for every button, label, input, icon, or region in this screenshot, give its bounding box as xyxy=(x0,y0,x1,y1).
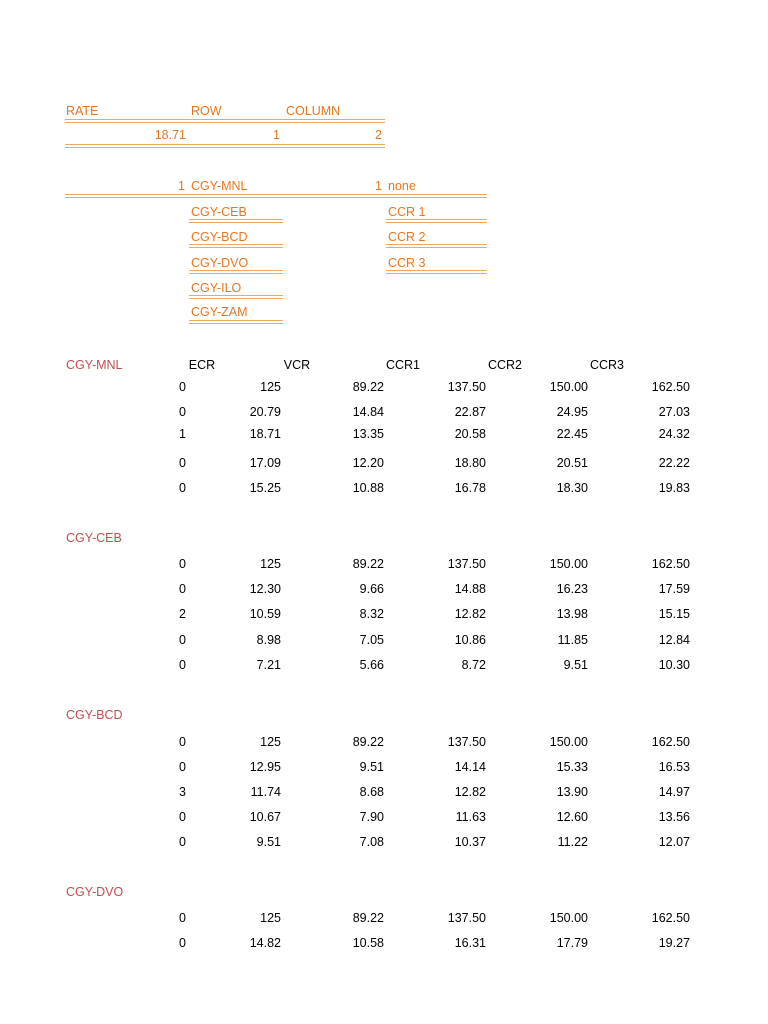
table-cell-ecr[interactable]: 0 xyxy=(179,405,186,419)
table-cell-ccr3[interactable]: 11.22 xyxy=(557,835,588,849)
table-cell-total[interactable]: 15.15 xyxy=(658,607,690,621)
table-cell-ccr1[interactable]: 12.20 xyxy=(352,456,384,470)
table-cell-total[interactable]: 162.50 xyxy=(651,911,690,925)
table-cell-ccr1[interactable]: 89.22 xyxy=(352,557,384,571)
table-cell-ccr1[interactable]: 7.05 xyxy=(359,633,384,647)
table-cell-ecr[interactable]: 0 xyxy=(179,456,186,470)
table-cell-ccr1[interactable]: 89.22 xyxy=(352,911,384,925)
table-cell-vcr[interactable]: 10.67 xyxy=(249,810,281,824)
route-item[interactable]: CGY-CEB xyxy=(191,205,247,219)
table-cell-total[interactable]: 162.50 xyxy=(651,557,690,571)
route-item[interactable]: CGY-DVO xyxy=(191,256,249,270)
table-cell-ccr1[interactable]: 5.66 xyxy=(359,658,384,672)
table-cell-vcr[interactable]: 12.30 xyxy=(249,582,281,596)
table-cell-vcr[interactable]: 8.98 xyxy=(256,633,281,647)
table-cell-total[interactable]: 162.50 xyxy=(651,380,690,394)
ccr-option-item[interactable]: CCR 1 xyxy=(388,205,426,219)
row-value-cell[interactable]: 1 xyxy=(273,128,280,142)
table-cell-ccr3[interactable]: 15.33 xyxy=(556,760,588,774)
table-cell-ccr2[interactable]: 137.50 xyxy=(447,911,486,925)
table-cell-ccr2[interactable]: 12.82 xyxy=(454,785,486,799)
table-cell-total[interactable]: 14.97 xyxy=(658,785,690,799)
table-cell-ccr1[interactable]: 10.88 xyxy=(352,481,384,495)
table-cell-ccr2[interactable]: 10.86 xyxy=(454,633,486,647)
column-value-cell[interactable]: 2 xyxy=(375,128,382,142)
table-cell-ccr3[interactable]: 16.23 xyxy=(556,582,588,596)
table-cell-ccr3[interactable]: 12.60 xyxy=(556,810,588,824)
rate-value-cell[interactable]: 18.71 xyxy=(154,128,186,142)
table-cell-vcr[interactable]: 18.71 xyxy=(249,427,281,441)
table-cell-total[interactable]: 19.83 xyxy=(658,481,690,495)
table-cell-ccr3[interactable]: 150.00 xyxy=(549,735,588,749)
table-cell-ccr2[interactable]: 16.31 xyxy=(454,936,486,950)
table-cell-ccr1[interactable]: 7.08 xyxy=(359,835,384,849)
ccr-option-item[interactable]: CCR 2 xyxy=(388,230,426,244)
table-cell-ccr1[interactable]: 8.68 xyxy=(359,785,384,799)
table-cell-total[interactable]: 13.56 xyxy=(658,810,690,824)
table-cell-total[interactable]: 12.07 xyxy=(658,835,690,849)
table-cell-ccr2[interactable]: 137.50 xyxy=(447,380,486,394)
table-cell-ccr3[interactable]: 150.00 xyxy=(549,911,588,925)
table-cell-ecr[interactable]: 3 xyxy=(179,785,186,799)
route-rule xyxy=(189,244,283,248)
table-cell-ccr2[interactable]: 14.14 xyxy=(454,760,486,774)
table-cell-total[interactable]: 17.59 xyxy=(658,582,690,596)
table-cell-ecr[interactable]: 0 xyxy=(179,835,186,849)
column-header-ccr2: CCR2 xyxy=(487,358,523,372)
table-cell-ecr[interactable]: 0 xyxy=(179,658,186,672)
table-cell-ccr1[interactable]: 9.66 xyxy=(359,582,384,596)
table-cell-ccr3[interactable]: 150.00 xyxy=(549,557,588,571)
table-cell-ccr3[interactable]: 22.45 xyxy=(556,427,588,441)
route-item[interactable]: CGY-ZAM xyxy=(191,305,248,319)
table-cell-ecr[interactable]: 0 xyxy=(179,735,186,749)
table-cell-ccr1[interactable]: 89.22 xyxy=(352,380,384,394)
table-cell-ecr[interactable]: 0 xyxy=(179,481,186,495)
table-cell-ccr1[interactable]: 8.32 xyxy=(359,607,384,621)
table-cell-ccr2[interactable]: 137.50 xyxy=(447,557,486,571)
table-cell-ccr2[interactable]: 22.87 xyxy=(454,405,486,419)
table-cell-ecr[interactable]: 0 xyxy=(179,557,186,571)
row-label: ROW xyxy=(191,104,222,118)
selected-route-cell[interactable]: CGY-MNL xyxy=(191,179,248,193)
table-cell-ccr1[interactable]: 13.35 xyxy=(352,427,384,441)
ccr-option-item[interactable]: CCR 3 xyxy=(388,256,426,270)
table-cell-ecr[interactable]: 2 xyxy=(179,607,186,621)
table-cell-vcr[interactable]: 7.21 xyxy=(256,658,281,672)
table-cell-ccr3[interactable]: 17.79 xyxy=(556,936,588,950)
table-cell-ecr[interactable]: 0 xyxy=(179,380,186,394)
table-cell-ecr[interactable]: 0 xyxy=(179,582,186,596)
table-cell-vcr[interactable]: 15.25 xyxy=(249,481,281,495)
table-cell-vcr[interactable]: 125 xyxy=(260,911,281,925)
table-cell-ccr3[interactable]: 150.00 xyxy=(549,380,588,394)
table-cell-vcr[interactable]: 17.09 xyxy=(249,456,281,470)
table-cell-ecr[interactable]: 1 xyxy=(179,427,186,441)
table-cell-total[interactable]: 10.30 xyxy=(658,658,690,672)
table-cell-ccr3[interactable]: 20.51 xyxy=(556,456,588,470)
table-cell-total[interactable]: 19.27 xyxy=(658,936,690,950)
table-cell-ccr1[interactable]: 14.84 xyxy=(352,405,384,419)
table-cell-ccr1[interactable]: 9.51 xyxy=(359,760,384,774)
table-cell-ccr3[interactable]: 13.98 xyxy=(556,607,588,621)
table-cell-ccr1[interactable]: 10.58 xyxy=(352,936,384,950)
table-cell-ccr2[interactable]: 10.37 xyxy=(454,835,486,849)
route-rule xyxy=(189,270,283,274)
table-cell-ccr2[interactable]: 16.78 xyxy=(454,481,486,495)
section-label-cgy-dvo: CGY-DVO xyxy=(66,885,124,899)
table-cell-vcr[interactable]: 10.59 xyxy=(249,607,281,621)
ccr-option-rule xyxy=(386,244,487,248)
route-item[interactable]: CGY-ILO xyxy=(191,281,242,295)
table-cell-ccr3[interactable]: 24.95 xyxy=(556,405,588,419)
column-header-ecr: ECR xyxy=(188,358,216,372)
column-header-ccr3: CCR3 xyxy=(589,358,625,372)
column-label: COLUMN xyxy=(286,104,341,118)
lookup-rule xyxy=(65,194,487,198)
table-cell-ccr2[interactable]: 18.80 xyxy=(454,456,486,470)
table-cell-ecr[interactable]: 0 xyxy=(179,911,186,925)
table-cell-ccr3[interactable]: 9.51 xyxy=(563,658,588,672)
table-cell-ccr2[interactable]: 137.50 xyxy=(447,735,486,749)
table-cell-vcr[interactable]: 11.74 xyxy=(250,785,281,799)
table-cell-total[interactable]: 162.50 xyxy=(651,735,690,749)
table-cell-ecr[interactable]: 0 xyxy=(179,633,186,647)
table-cell-ccr2[interactable]: 8.72 xyxy=(461,658,486,672)
table-cell-ccr3[interactable]: 13.90 xyxy=(556,785,588,799)
table-cell-ccr2[interactable]: 12.82 xyxy=(454,607,486,621)
ccr-option-rule xyxy=(386,219,487,223)
table-cell-vcr[interactable]: 125 xyxy=(260,735,281,749)
table-cell-ecr[interactable]: 0 xyxy=(179,936,186,950)
table-cell-vcr[interactable]: 125 xyxy=(260,380,281,394)
table-cell-ecr[interactable]: 0 xyxy=(179,810,186,824)
table-cell-vcr[interactable]: 9.51 xyxy=(256,835,281,849)
column-header-vcr: VCR xyxy=(283,358,311,372)
table-cell-ccr3[interactable]: 11.85 xyxy=(557,633,588,647)
table-cell-ccr2[interactable]: 11.63 xyxy=(455,810,486,824)
column-header-ccr1: CCR1 xyxy=(385,358,421,372)
header-value-rule xyxy=(65,144,385,148)
table-cell-vcr[interactable]: 20.79 xyxy=(249,405,281,419)
table-cell-ccr1[interactable]: 7.90 xyxy=(359,810,384,824)
rate-label: RATE xyxy=(66,104,99,118)
header-rule xyxy=(65,119,385,123)
table-cell-total[interactable]: 24.32 xyxy=(658,427,690,441)
table-cell-vcr[interactable]: 12.95 xyxy=(249,760,281,774)
selected-ccr-index-cell[interactable]: 1 xyxy=(375,179,382,193)
route-rule xyxy=(189,219,283,223)
selected-ccr-cell[interactable]: none xyxy=(388,179,416,193)
table-cell-total[interactable]: 27.03 xyxy=(658,405,690,419)
section-label-cgy-bcd: CGY-BCD xyxy=(66,708,123,722)
section-label-cgy-mnl: CGY-MNL xyxy=(66,358,123,372)
table-cell-vcr[interactable]: 14.82 xyxy=(249,936,281,950)
route-rule xyxy=(189,295,283,299)
table-cell-total[interactable]: 22.22 xyxy=(658,456,690,470)
table-cell-ccr2[interactable]: 14.88 xyxy=(454,582,486,596)
selected-index-cell[interactable]: 1 xyxy=(178,179,185,193)
table-cell-vcr[interactable]: 125 xyxy=(260,557,281,571)
section-label-cgy-ceb: CGY-CEB xyxy=(66,531,122,545)
table-cell-ccr3[interactable]: 18.30 xyxy=(556,481,588,495)
table-cell-ecr[interactable]: 0 xyxy=(179,760,186,774)
table-cell-total[interactable]: 16.53 xyxy=(658,760,690,774)
table-cell-ccr1[interactable]: 89.22 xyxy=(352,735,384,749)
route-item[interactable]: CGY-BCD xyxy=(191,230,248,244)
ccr-option-rule xyxy=(386,270,487,274)
table-cell-total[interactable]: 12.84 xyxy=(658,633,690,647)
route-rule xyxy=(189,320,283,324)
table-cell-ccr2[interactable]: 20.58 xyxy=(454,427,486,441)
